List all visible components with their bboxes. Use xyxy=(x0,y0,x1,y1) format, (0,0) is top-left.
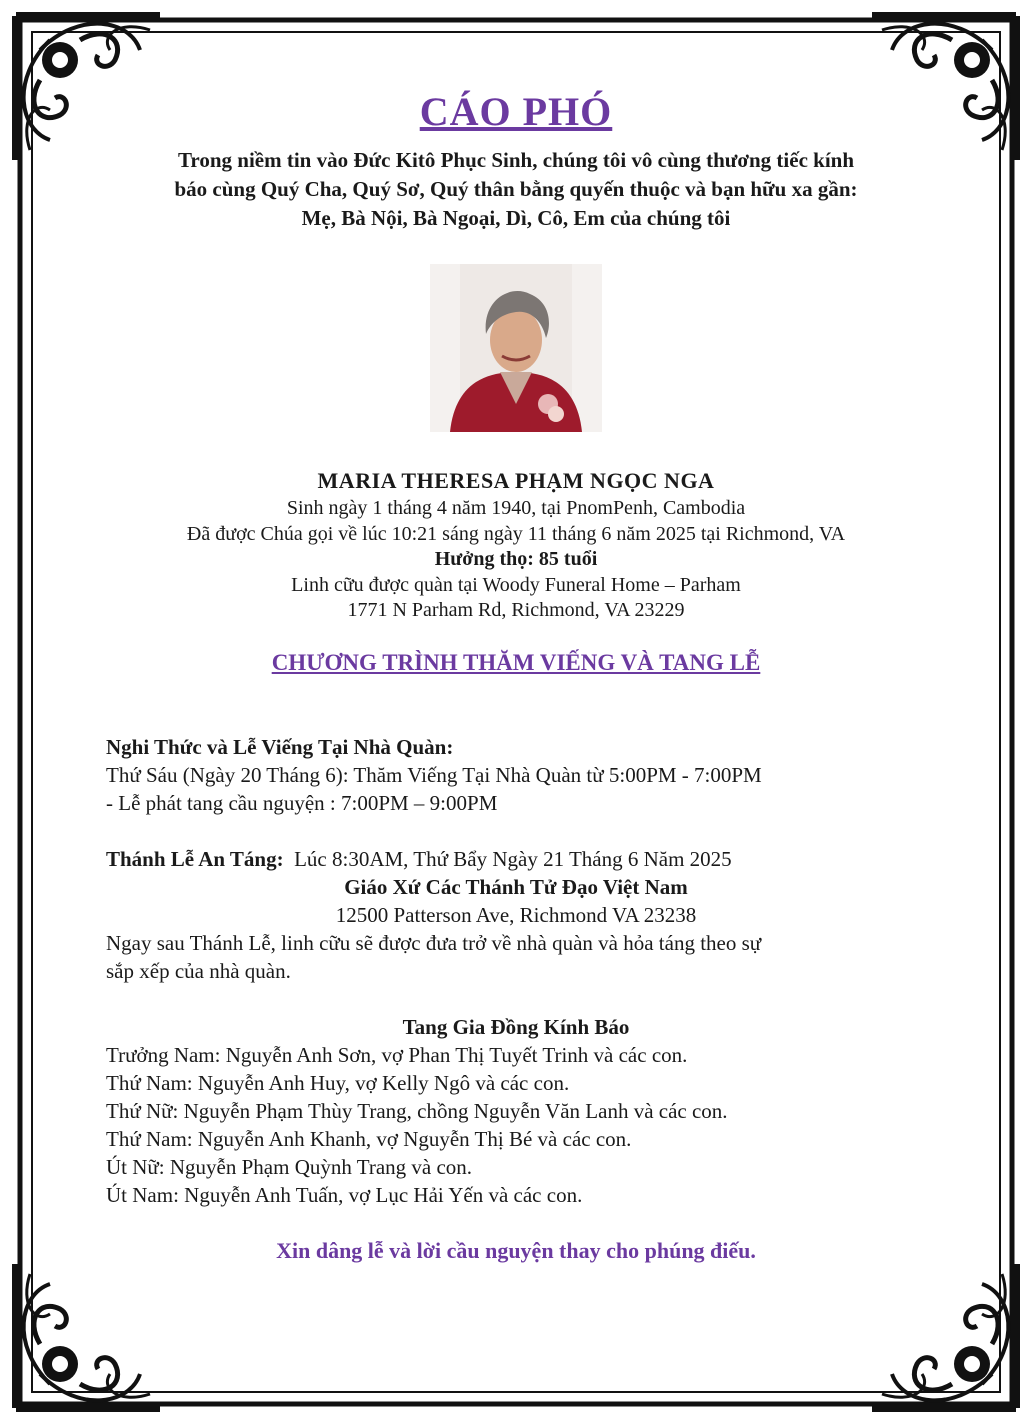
family-member: Thứ Nam: Nguyễn Anh Khanh, vợ Nguyễn Thị Bé và các con. xyxy=(106,1127,632,1151)
family-member: Thứ Nữ: Nguyễn Phạm Thùy Trang, chồng Nguyễn Văn Lanh và các con. xyxy=(106,1099,728,1123)
closing-note: Xin dâng lễ và lời cầu nguyện thay cho phúng điếu. xyxy=(276,1238,756,1263)
intro-line: Trong niềm tin vào Đức Kitô Phục Sinh, chúng tôi vô cùng thương tiếc kính xyxy=(177,148,855,172)
mass-note-line: sắp xếp của nhà quàn. xyxy=(106,959,291,983)
visitation-heading: Nghi Thức và Lễ Viếng Tại Nhà Quàn: xyxy=(106,735,454,759)
visitation-section xyxy=(106,733,936,817)
age-info: Hưởng thọ: 85 tuổi xyxy=(434,548,598,570)
intro-text xyxy=(0,146,1032,233)
family-heading: Tang Gia Đồng Kính Báo xyxy=(402,1015,630,1039)
intro-line: báo cùng Quý Cha, Quý Sơ, Quý thân bằng quyến thuộc và bạn hữu xa gần: xyxy=(174,177,858,201)
family-member: Út Nữ: Nguyễn Phạm Quỳnh Trang và con. xyxy=(106,1155,473,1179)
birth-info: Sinh ngày 1 tháng 4 năm 1940, tại PnomPenh, Cambodia xyxy=(286,497,746,519)
mass-note xyxy=(106,929,936,985)
deceased-details xyxy=(0,496,1032,624)
church-block xyxy=(0,873,1032,929)
church-name: Giáo Xứ Các Thánh Tử Đạo Việt Nam xyxy=(344,875,688,899)
family-list xyxy=(106,1041,936,1209)
intro-line: Mẹ, Bà Nội, Bà Ngoại, Dì, Cô, Em của chúng tôi xyxy=(301,206,731,230)
mass-section xyxy=(106,845,936,873)
deceased-name: MARIA THERESA PHẠM NGỌC NGA xyxy=(317,468,715,493)
visitation-line: Thứ Sáu (Ngày 20 Tháng 6): Thăm Viếng Tại Nhà Quàn từ 5:00PM - 7:00PM xyxy=(106,763,762,787)
funeral-home: Linh cữu được quàn tại Woody Funeral Home – Parham xyxy=(291,573,741,596)
family-member: Trưởng Nam: Nguyễn Anh Sơn, vợ Phan Thị Tuyết Trinh và các con. xyxy=(106,1043,688,1067)
funeral-home-address: 1771 N Parham Rd, Richmond, VA 23229 xyxy=(347,599,685,621)
mass-time: Lúc 8:30AM, Thứ Bẩy Ngày 21 Tháng 6 Năm 2025 xyxy=(294,847,732,871)
program-title: CHƯƠNG TRÌNH THĂM VIẾNG VÀ TANG LỄ xyxy=(271,650,761,675)
page-title: CÁO PHÓ xyxy=(419,89,613,134)
church-address: 12500 Patterson Ave, Richmond VA 23238 xyxy=(335,903,697,927)
mass-note-line: Ngay sau Thánh Lễ, linh cữu sẽ được đưa trở về nhà quàn và hỏa táng theo sự xyxy=(106,931,762,955)
portrait-photo xyxy=(430,264,602,432)
mass-label: Thánh Lễ An Táng: xyxy=(106,847,284,871)
visitation-line: - Lễ phát tang cầu nguyện : 7:00PM – 9:00PM xyxy=(106,791,498,815)
family-member: Út Nam: Nguyễn Anh Tuấn, vợ Lục Hải Yến và các con. xyxy=(106,1183,583,1207)
death-info: Đã được Chúa gọi về lúc 10:21 sáng ngày 11 tháng 6 năm 2025 tại Richmond, VA xyxy=(186,522,846,545)
family-member: Thứ Nam: Nguyễn Anh Huy, vợ Kelly Ngô và các con. xyxy=(106,1071,570,1095)
